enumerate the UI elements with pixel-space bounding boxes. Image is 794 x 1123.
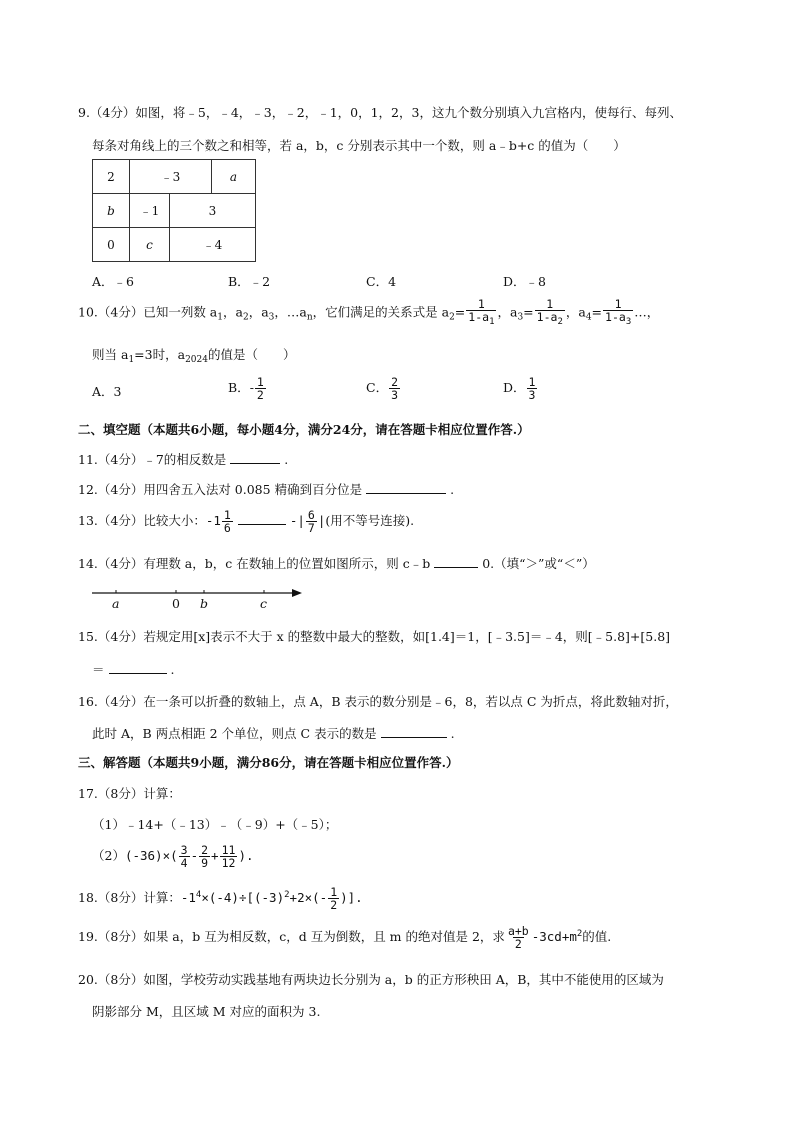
grid-cell: ﹣4 [169, 227, 256, 262]
q17-part2: （2）(-36)×( $\frac{3}{4}$ - $\frac{2}{9}$ + $\frac{11}{12}$ ). [92, 843, 254, 871]
label-zero: 0 [172, 596, 180, 611]
grid-cell: 2 [92, 159, 130, 194]
grid-cell: a [211, 159, 256, 194]
grid-cell: b [92, 193, 130, 228]
section-2-heading: 二、填空题（本题共6小题，每小题4分，满分24分，请在答题卡相应位置作答.） [78, 422, 530, 437]
q9-option-d[interactable]: D．﹣8 [503, 274, 546, 289]
q11: 11.（4分）﹣7的相反数是 . [78, 452, 289, 467]
answer-blank[interactable] [109, 662, 167, 674]
q13: 13.（4分）比较大小：-1 $\frac{1}{6}$ -| $\frac{6}{7}$ |(用不等号连接). [78, 508, 415, 536]
q19: 19.（8分）如果 a，b 互为相反数，c，d 互为倒数，且 m 的绝对值是 2，求 $\frac{a+b}{2}$ $-3cd+m^2$的值. [78, 924, 612, 952]
answer-blank[interactable] [381, 726, 447, 738]
arrow-icon [292, 589, 302, 597]
q10-line1: 10.（4分）已知一列数 $a_1$，$a_2$，$a_3$，$\dots a_n$，它们满足的关系式是 $a_2=$ $\frac{1}{1-a_1}$ ，$a_3=$ $\frac{1}{1-a_2}$ ，$a_4=$ $\frac{1}{1-a_3}$ …， [78, 297, 660, 328]
number-line-figure [90, 583, 305, 613]
answer-blank[interactable] [366, 482, 446, 494]
grid-cell: c [129, 227, 170, 262]
q9-line1: 9.（4分）如图，将﹣5，﹣4，﹣3，﹣2，﹣1，0，1，2，3，这九个数分别填入九宫格内，使每行、每列、 [78, 105, 682, 120]
answer-blank[interactable] [238, 513, 286, 525]
q9-option-a[interactable]: A．﹣6 [92, 274, 134, 289]
q10-line2: 则当 $a_1=3$时，$a_{2024}$的值是（ ） [92, 347, 296, 365]
q9-line2: 每条对角线上的三个数之和相等，若 a，b，c 分别表示其中一个数，则 a﹣b+c 的值为（ ） [92, 138, 626, 153]
q12: 12.（4分）用四舍五入法对 0.085 精确到百分位是 . [78, 482, 455, 497]
grid-cell: ﹣1 [129, 193, 170, 228]
q17-part1: （1）﹣14+（﹣13）﹣（﹣9）+（﹣5）； [92, 817, 338, 832]
grid-cell: ﹣3 [129, 159, 212, 194]
q20-line1: 20.（8分）如图，学校劳动实践基地有两块边长分别为 a，b 的正方形秧田 A，B，其中不能使用的区域为 [78, 972, 664, 987]
q10-option-a[interactable]: A．3 [92, 384, 122, 399]
answer-blank[interactable] [230, 452, 280, 464]
grid-cell: 3 [169, 193, 256, 228]
grid-cell: 0 [92, 227, 130, 262]
q10-option-c[interactable]: C． $\frac{2}{3}$ [366, 375, 399, 403]
label-b: b [200, 596, 209, 611]
q9-option-b[interactable]: B．﹣2 [228, 274, 271, 289]
q15-line1: 15.（4分）若规定用[x]表示不大于 x 的整数中最大的整数，如[1.4]＝1，[﹣3.5]＝﹣4，则[﹣5.8]+[5.8] [78, 629, 671, 644]
q10-option-d[interactable]: D． $\frac{1}{3}$ [503, 375, 536, 403]
answer-blank[interactable] [434, 556, 478, 568]
label-c: c [260, 596, 268, 611]
q16-line1: 16.（4分）在一条可以折叠的数轴上，点 A，B 表示的数分别是﹣6，8，若以点 C 为折点，将此数轴对折， [78, 694, 678, 709]
label-a: a [112, 596, 120, 611]
q16-line2: 此时 A，B 两点相距 2 个单位，则点 C 表示的数是 . [92, 726, 455, 741]
q17-title: 17.（8分）计算： [78, 786, 181, 801]
q14: 14.（4分）有理数 a，b，c 在数轴上的位置如图所示，则 c﹣b 0.（填“＞”或“＜”） [78, 556, 595, 571]
q20-line2: 阴影部分 M，且区域 M 对应的面积为 3. [92, 1004, 321, 1019]
q9-option-c[interactable]: C．4 [366, 274, 397, 289]
q15-line2: ＝ . [92, 662, 175, 677]
section-3-heading: 三、解答题（本题共9小题，满分86分，请在答题卡相应位置作答.） [78, 755, 459, 770]
q18: 18.（8分）计算：$-1^4\times(-4)\div[(-3)^2+2\times(-$ $\frac{1}{2}$ )]. [78, 885, 363, 913]
q10-option-b[interactable]: B．- $\frac{1}{2}$ [228, 375, 264, 403]
